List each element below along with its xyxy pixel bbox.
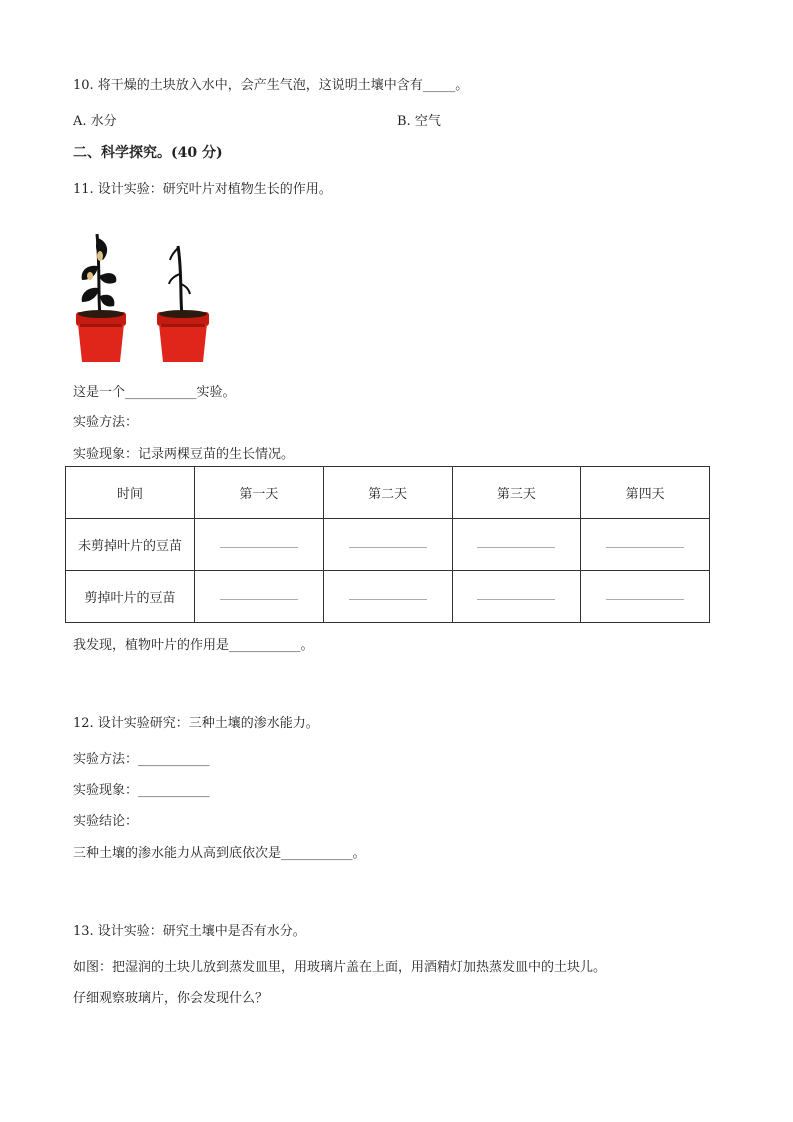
answer-blank[interactable] (581, 571, 710, 623)
q12-conclusion-label: 实验结论： (73, 814, 139, 829)
q11-stem: 11. 设计实验：研究叶片对植物生长的作用。 (73, 182, 332, 197)
q11-conclusion: 我发现，植物叶片的作用是___________。 (73, 638, 314, 653)
q12-method: 实验方法：___________ (73, 752, 210, 767)
q11-experiment-type: 这是一个___________实验。 (73, 385, 236, 400)
plant-without-leaves-icon (157, 246, 209, 362)
q10-stem: 10. 将干燥的土块放入水中，会产生气泡，这说明土壤中含有_____。 (73, 78, 469, 93)
q10-option-a[interactable]: A. 水分 (73, 114, 117, 129)
q12-stem: 12. 设计实验研究：三种土壤的渗水能力。 (73, 716, 319, 731)
q12-phenomenon: 实验现象：___________ (73, 783, 210, 798)
table-header-row (66, 467, 710, 519)
answer-blank[interactable] (323, 519, 452, 571)
header-cell: 第一天 (195, 467, 324, 519)
answer-blank[interactable] (452, 571, 581, 623)
header-cell: 第三天 (452, 467, 581, 519)
q13-question: 仔细观察玻璃片，你会发现什么？ (73, 991, 269, 1006)
answer-blank[interactable] (323, 571, 452, 623)
answer-blank[interactable] (581, 519, 710, 571)
q12-conclusion: 三种土壤的渗水能力从高到底依次是___________。 (73, 846, 366, 861)
header-cell: 第二天 (323, 467, 452, 519)
q10-option-b[interactable]: B. 空气 (397, 114, 441, 129)
table-row (66, 571, 710, 623)
row-label: 未剪掉叶片的豆苗 (66, 519, 195, 571)
answer-blank[interactable] (195, 571, 324, 623)
table-row (66, 519, 710, 571)
observation-table (65, 466, 710, 623)
header-cell: 第四天 (581, 467, 710, 519)
q13-stem: 13. 设计实验：研究土壤中是否有水分。 (73, 924, 306, 939)
answer-blank[interactable] (452, 519, 581, 571)
row-label: 剪掉叶片的豆苗 (66, 571, 195, 623)
header-cell: 时间 (66, 467, 195, 519)
q11-phenomenon-label: 实验现象：记录两棵豆苗的生长情况。 (73, 447, 295, 462)
plant-with-leaves-icon (76, 234, 126, 362)
answer-blank[interactable] (195, 519, 324, 571)
q13-description: 如图：把湿润的土块儿放到蒸发皿里，用玻璃片盖在上面，用酒精灯加热蒸发皿中的土块儿。 (73, 960, 607, 975)
plant-pots-illustration (70, 226, 220, 368)
q11-method-label: 实验方法： (73, 415, 139, 430)
section-title: 二、科学探究。(40 分) (73, 145, 223, 161)
